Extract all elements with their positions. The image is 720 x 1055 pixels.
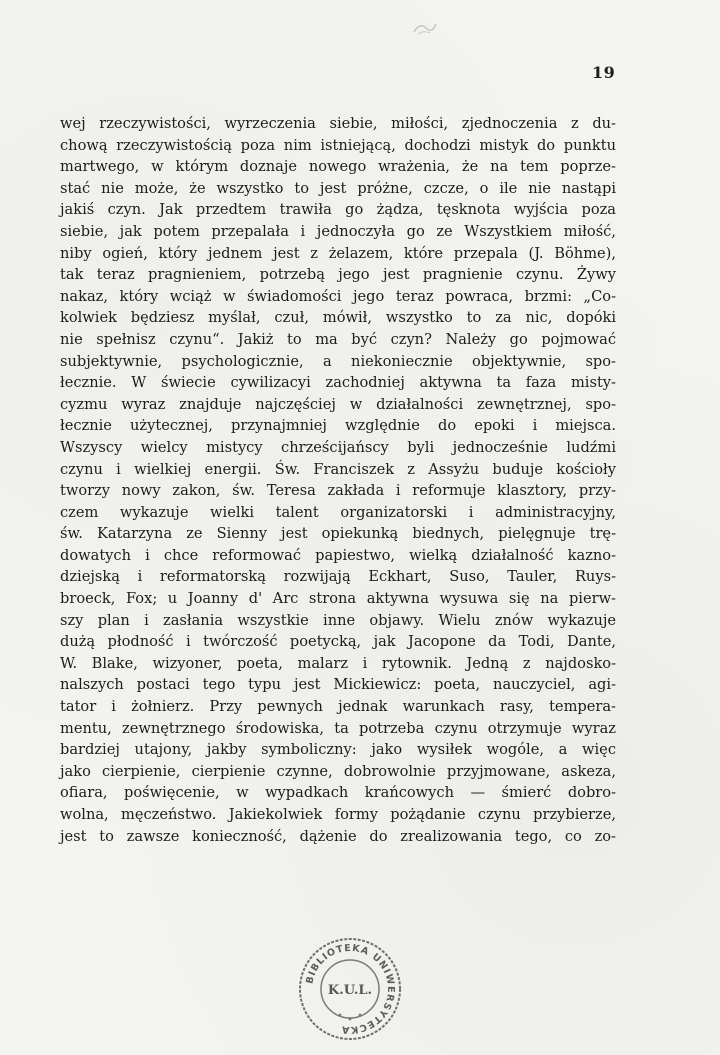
body-text (60, 113, 616, 847)
text-line: jako cierpienie, cierpienie czynne, dobrowolnie przyjmowane, askeza, (60, 762, 616, 780)
text-line: stać nie może, że wszystko to jest próżne, czcze, o ile nie nastąpi (60, 179, 616, 197)
text-line: dużą płodność i twórczość poetycką, jak Jacopone da Todi, Dante, (60, 633, 616, 651)
text-line: bardziej utajony, jakby symboliczny: jako wysiłek wogóle, a więc (60, 741, 616, 759)
text-line: Wszyscy wielcy mistycy chrześcijańscy byli jednocześnie ludźmi (60, 438, 616, 456)
text-line: tworzy nowy zakon, św. Teresa zakłada i reformuje klasztory, przy- (60, 482, 616, 500)
page-number: 19 (592, 63, 616, 82)
text-line: kolwiek będziesz myślał, czuł, mówił, wszystko to za nic, dopóki (60, 309, 616, 327)
text-line: ofiara, poświęcenie, w wypadkach krańcowych — śmierć dobro- (60, 784, 616, 802)
text-line: broeck, Fox; u Joanny d' Arc strona aktywna wysuwa się na pierw- (60, 590, 616, 608)
text-line: nakaz, który wciąż w świadomości jego teraz powraca, brzmi: „Co- (60, 287, 616, 305)
text-line: łecznie. W świecie cywilizacyi zachodniej aktywna ta faza misty- (60, 374, 616, 392)
stamp-ring-text: BIBLIOTEKA UNIWERSYTECKA (304, 942, 397, 1036)
text-line: wolna, męczeństwo. Jakiekolwiek formy pożądanie czynu przybierze, (60, 806, 616, 823)
page-smudge (410, 18, 438, 38)
text-line: nalszych postaci tego typu jest Mickiewicz: poeta, nauczyciel, agi- (60, 676, 616, 694)
text-line: niby ogień, który jednem jest z żelazem, które przepala (J. Böhme), (60, 244, 616, 262)
library-stamp (296, 935, 404, 1043)
text-line: dziejską i reformatorską rozwijają Eckhart, Suso, Tauler, Ruys- (60, 568, 616, 586)
text-line: jakiś czyn. Jak przedtem trawiła go żądza, tęsknota wyjścia poza (60, 201, 616, 219)
text-line: chową rzeczywistością poza nim istniejącą, dochodzi mistyk do punktu (60, 136, 616, 154)
text-line: czem wykazuje wielki talent organizatorski i administracyjny, (60, 503, 616, 521)
text-line: jest to zawsze konieczność, dążenie do zrealizowania tego, co zo- (60, 827, 616, 845)
text-line: cyzmu wyraz znajduje najczęściej w działalności zewnętrznej, spo- (60, 395, 616, 413)
text-line: czynu i wielkiej energii. Św. Franciszek z Assyżu buduje kościoły (60, 460, 616, 478)
text-line: św. Katarzyna ze Sienny jest opiekunką biednych, pielęgnuje trę- (60, 525, 616, 543)
text-line: nie spełnisz czynu“. Jakiż to ma być czyn? Należy go pojmować (60, 330, 616, 348)
text-line: łecznie użytecznej, przynajmniej względnie do epoki i miejsca. (60, 417, 616, 435)
text-line: W. Blake, wizyoner, poeta, malarz i rytownik. Jedną z najdosko- (60, 654, 616, 672)
text-line: subjektywnie, psychologicznie, a niekoniecznie objektywnie, spo- (60, 352, 616, 370)
text-line: tator i żołnierz. Przy pewnych jednak warunkach rasy, tempera- (60, 698, 616, 716)
text-line: tak teraz pragnieniem, potrzebą jego jest pragnienie czynu. Żywy (60, 266, 616, 284)
text-line: martwego, w którym doznaje nowego wrażenia, że na tem poprze- (60, 158, 616, 176)
text-line: dowatych i chce reformować papiestwo, wielką działalność kazno- (60, 546, 616, 564)
text-line: siebie, jak potem przepalała i jednoczyła go ze Wszystkiem miłość, (60, 222, 616, 240)
text-line: wej rzeczywistości, wyrzeczenia siebie, miłości, zjednoczenia z du- (60, 115, 616, 132)
text-line: szy plan i zasłania wszystkie inne objawy. Wielu znów wykazuje (60, 611, 616, 629)
stamp-center-text: K.U.L. (327, 983, 373, 998)
text-line: mentu, zewnętrznego środowiska, ta potrzeba czynu otrzymuje wyraz (60, 719, 616, 737)
